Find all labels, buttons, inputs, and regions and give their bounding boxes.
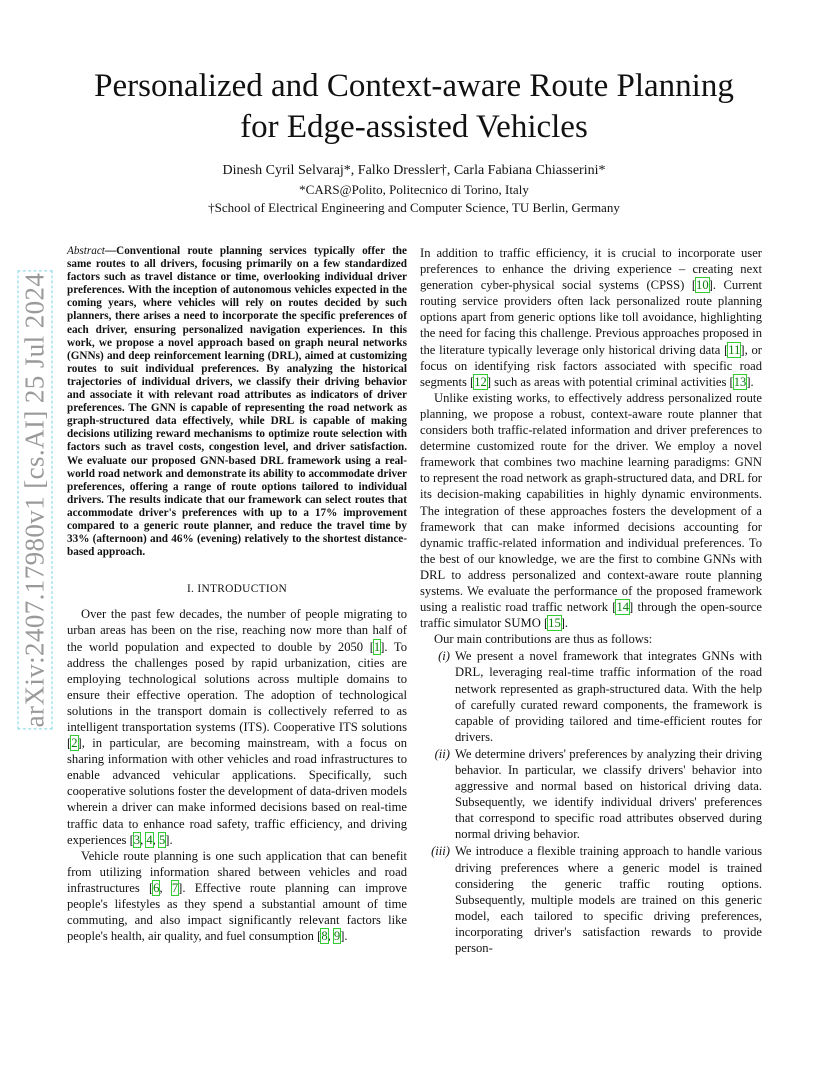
text-run: ]. xyxy=(560,616,569,631)
citation-link[interactable]: 11 xyxy=(728,342,741,357)
title-line-2: for Edge-assisted Vehicles xyxy=(240,109,588,145)
text-run: ], or focus on identifying risk factors associated with specific road segments [ xyxy=(420,342,762,389)
citation-link[interactable]: 10 xyxy=(696,278,709,293)
contribution-item xyxy=(420,746,762,843)
intro-paragraph-1: Over the past few decades, the number of people migrating to urban areas has been on the rise, reaching now more than half of the world population and expected to double by 2050 [1]. To address the challenges posed by rapid urbanization, cities are employing technological solutions across multiple domains to ensure their effective operation. The adoption of technological solutions in the transport domain is collectively referred to as intelligent transportation systems (ITS). Cooperative ITS solutions [2], in particular, are becoming mainstream, with a focus on sharing information with other vehicles and road infrastructures to enable advanced vehicular applications. Specifically, such cooperative solutions foster the development of data-driven models wherein a driver can make informed decisions based on real-time traffic data to enhance road safety, traffic efficiency, and driving experiences [3, 4, 5]. xyxy=(67,607,407,847)
abstract-text: —Conventional route planning services typically offer the same routes to all drivers, focusing primarily on a few standardized factors such as travel distance or time, overlooking individual driver preferences. With the inception of autonomous vehicles expected in the coming years, where vehicles will rely on routes decided by such planners, there arises a need to incorporate the specific preferences of each driver, ensuring personalized navigation experiences. In this work, we propose a novel approach based on graph neural networks (GNNs) and deep reinforcement learning (DRL), aimed at customizing routes to suit individual preferences. By analyzing the historical trajectories of individual drivers, we classify their driving behavior and associate it with relevant road attributes as indicators of driver preferences. The GNN is capable of representing the road network as graph-structured data effectively, while DRL is capable of making decisions utilizing reward mechanisms to optimize route selection with factors such as travel costs, congestion level, and driver satisfaction. We evaluate our proposed GNN-based DRL framework using a real-world road network and demonstrate its ability to accommodate driver preferences, offering a range of route options tailored to individual drivers. The results indicate that our framework can select routes that accommodate driver's preferences with up to a 17% improvement compared to a generic route planner, and reduce the travel time by 33% (afternoon) and 46% (evening) relatively to the shortest distance-based approach. xyxy=(67,245,407,559)
citation-link[interactable]: 5 xyxy=(158,832,166,847)
affiliation-2: †School of Electrical Engineering and Computer Science, TU Berlin, Germany xyxy=(208,200,620,215)
text-run: ]. xyxy=(340,929,348,944)
citation-link[interactable]: 13 xyxy=(733,374,747,389)
contribution-item xyxy=(420,648,762,745)
section-heading-introduction: I. INTRODUCTION xyxy=(186,583,288,596)
contribution-number: (i) xyxy=(438,649,450,664)
arxiv-id-stamp[interactable]: arXiv:2407.17980v1 [cs.AI] 25 Jul 2024 xyxy=(19,272,50,728)
text-run: Unlike existing works, to effectively address personalized route planning, we propose a robust, context-aware route planner that considers both traffic-related information and driver preferences to determine customized route for the driver. We employ a novel framework that combines two machine learning paradigms: GNN to represent the road network as graph-structured data, and DRL for its decision-making capabilities in highly dynamic environments. The integration of these approaches fosters the development of a framework that can make informed decisions accounting for dynamic traffic-related information and individual preferences. To the best of our knowledge, we are the first to combine GNNs with DRL to address personalized and context-aware route planning systems. We evaluate the performance of the proposed framework using a realistic road traffic network [ xyxy=(420,390,762,615)
intro-paragraph-4 xyxy=(420,390,762,631)
affiliation-1: *CARS@Polito, Politecnico di Torino, Italy xyxy=(299,182,529,197)
text-run: ]. Effective route planning can improve people's lifestyles as they spend a substantial amount of time commuting, and also impact significantly relevant factors like people's health, air quality, and fuel consumption [ xyxy=(67,880,407,944)
text-run: ] through the open-source traffic simulator SUMO [ xyxy=(420,600,762,631)
contribution-text: We present a novel framework that integrates GNNs with DRL, leveraging real-time traffic information of the road network represented as graph-structured data. With the help of carefully curated reward components, the framework is capable of providing tailored and time-efficient routes for drivers. xyxy=(455,649,762,744)
contribution-text: We determine drivers' preferences by analyzing their driving behavior. In particular, we classify drivers' behavior into aggressive and normal based on historical driving data. Subsequently, we identify individual drivers' preferences that correspond to specific road attributes observed during normal driving behavior. xyxy=(455,746,762,842)
abstract xyxy=(67,245,407,559)
intro-paragraph-2: Vehicle route planning is one such application that can benefit from utilizing information shared between vehicles and road infrastructures [6, 7]. Effective route planning can improve people's lifestyles as they spend a substantial amount of time commuting, and also impact significantly relevant factors like people's health, air quality, and fuel consumption [8, 9]. xyxy=(67,848,407,944)
left-column xyxy=(67,245,407,944)
contribution-number: (iii) xyxy=(431,844,450,859)
paper-title xyxy=(60,66,768,148)
citation-link[interactable]: 3 xyxy=(133,832,141,847)
text-run: ] such as areas with potential criminal activities [ xyxy=(486,374,734,389)
abstract-lead: Abstract xyxy=(67,245,105,257)
text-run: In addition to traffic efficiency, it is crucial to incorporate user preferences to enhance the driving experience – creating next generation cyber-physical social systems (CPSS) [ xyxy=(420,246,762,293)
citation-link[interactable]: 9 xyxy=(333,929,341,944)
contribution-number: (ii) xyxy=(434,746,450,761)
arxiv-sidebar xyxy=(18,260,52,740)
contribution-item xyxy=(420,843,762,956)
text-run: ]. xyxy=(746,374,754,389)
intro-paragraph-3 xyxy=(420,245,762,390)
citation-link[interactable]: 14 xyxy=(616,600,630,615)
text-run: ]. Current routing service providers often lack personalized route planning options apart from generic options like toll avoidance, highlighting the need for facing this challenge. Previous approaches proposed in the literature typically leverage only historical driving data [ xyxy=(420,278,762,357)
text-run: Over the past few decades, the number of people migrating to urban areas has been on the rise, reaching now more than half of the world population and expected to double by 2050 [ xyxy=(67,607,407,654)
authors: Dinesh Cyril Selvaraj*, Falko Dressler†, Carla Fabiana Chiasserini* xyxy=(222,163,606,178)
intro-paragraph-5: Our main contributions are thus as follows: xyxy=(434,632,653,647)
right-column xyxy=(420,245,762,956)
citation-link[interactable]: 7 xyxy=(171,880,179,895)
title-line-1: Personalized and Context-aware Route Planning xyxy=(94,68,734,104)
text-run: ]. To address the challenges posed by rapid urbanization, cities are employing technological solutions across multiple domains to ensure their effective operation. The adoption of technological solutions in the transport domain is collectively referred to as intelligent transportation systems (ITS). Cooperative ITS solutions [ xyxy=(67,639,407,751)
citation-link[interactable]: 8 xyxy=(321,929,328,944)
citation-link[interactable]: 2 xyxy=(71,736,78,751)
text-run: ]. xyxy=(165,832,173,847)
citation-link[interactable]: 4 xyxy=(146,832,153,847)
citation-link[interactable]: 12 xyxy=(474,374,487,389)
contribution-text: We introduce a flexible training approach to handle various driving preferences where a generic model is trained considering the generic traffic routing options. Subsequently, multiple models are trained on this generic model, each tailored to specific driving preferences, incorporating driver's satisfaction rewards to provide person- xyxy=(455,844,762,956)
text-run: Vehicle route planning is one such application that can benefit from utilizing information shared between vehicles and road infrastructures [ xyxy=(67,848,407,895)
citation-link[interactable]: 1 xyxy=(373,639,381,654)
citation-link[interactable]: 15 xyxy=(548,616,561,631)
citation-link[interactable]: 6 xyxy=(153,880,160,895)
text-run: ], in particular, are becoming mainstream, with a focus on sharing information with other vehicles and road infrastructures to enable advanced vehicular applications. Specifically, such cooperative solutions foster the development of data-driven models wherein a driver can make informed decisions based on real-time traffic data to enhance road safety, traffic efficiency, and driving experiences [ xyxy=(67,736,407,847)
